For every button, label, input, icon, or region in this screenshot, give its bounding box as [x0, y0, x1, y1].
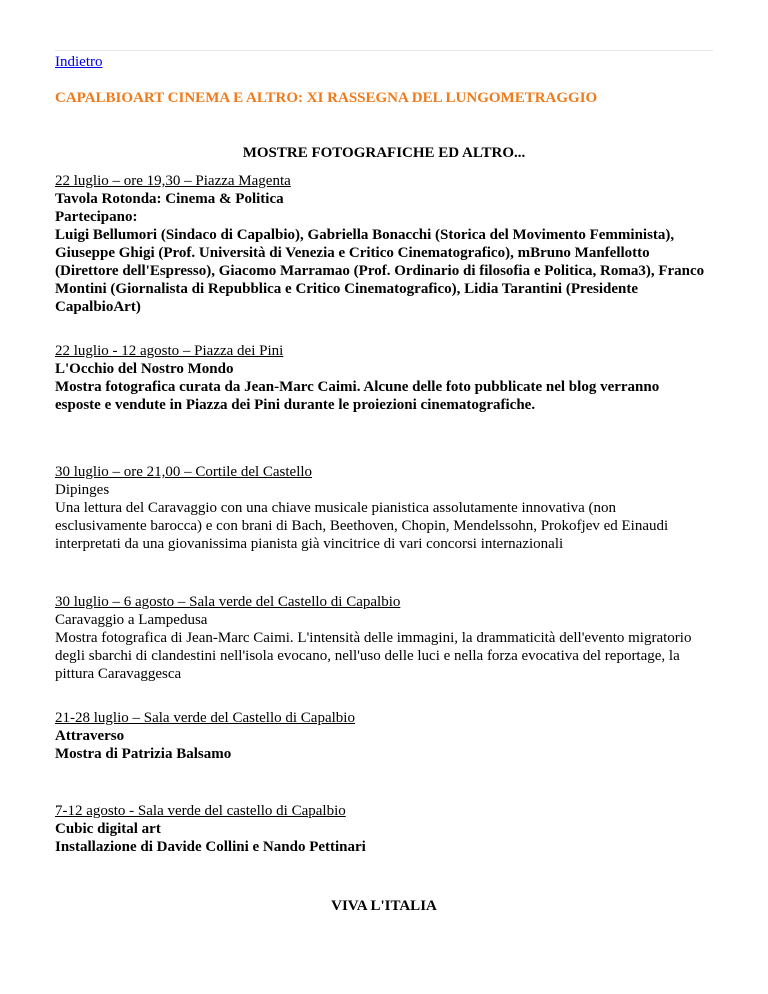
page-title: CAPALBIOART CINEMA E ALTRO: XI RASSEGNA DEL LUNGOMETRAGGIO: [55, 90, 598, 106]
event-line: Una lettura del Caravaggio con una chiave musicale pianistica assolutamente innovativa (non: [55, 500, 617, 516]
footer-heading: VIVA L'ITALIA: [331, 898, 437, 914]
event-line: CapalbioArt): [55, 299, 141, 315]
section-heading: MOSTRE FOTOGRAFICHE ED ALTRO...: [242, 145, 526, 161]
top-divider: [55, 50, 713, 51]
event-line: pittura Caravaggesca: [55, 666, 182, 682]
event-line: Montini (Giornalista di Repubblica e Critico Cinematografico), Lidia Tarantini (Presidente: [55, 281, 639, 297]
event-line: Mostra fotografica curata da Jean-Marc Caimi. Alcune delle foto pubblicate nel blog verranno: [55, 379, 660, 395]
event-cubic-digital-art: [55, 802, 715, 856]
event-caravaggio-lampedusa: [55, 593, 715, 683]
event-line: (Direttore dell'Espresso), Giacomo Marramao (Prof. Ordinario di filosofia e Politica, Roma3), Franco: [55, 263, 705, 279]
event-line: esposte e vendute in Piazza dei Pini durante le proiezioni cinematografiche.: [55, 397, 536, 413]
event-date: 22 luglio - 12 agosto – Piazza dei Pini: [55, 343, 284, 359]
event-line: esclusivamente barocca) e con brani di Bach, Beethoven, Chopin, Mendelssohn, Prokofjev ed Einaudi: [55, 518, 669, 534]
event-line: Tavola Rotonda: Cinema & Politica: [55, 191, 284, 207]
event-date: 7-12 agosto - Sala verde del castello di Capalbio: [55, 803, 346, 819]
event-line: interpretati da una giovanissima pianista già vincitrice di vari concorsi internazionali: [55, 536, 564, 552]
event-attraverso: [55, 709, 715, 763]
event-line: Partecipano:: [55, 209, 138, 225]
back-link[interactable]: Indietro: [55, 54, 103, 70]
event-line: Cubic digital art: [55, 821, 161, 837]
event-line: Luigi Bellumori (Sindaco di Capalbio), Gabriella Bonacchi (Storica del Movimento Femminista),: [55, 227, 675, 243]
event-date: 22 luglio – ore 19,30 – Piazza Magenta: [55, 173, 291, 189]
event-line: L'Occhio del Nostro Mondo: [55, 361, 234, 377]
event-line: Caravaggio a Lampedusa: [55, 612, 208, 628]
event-line: Mostra di Patrizia Balsamo: [55, 746, 232, 762]
event-line: Attraverso: [55, 728, 125, 744]
event-round-table: [55, 172, 715, 316]
event-dipinges: [55, 463, 715, 553]
event-line: Dipinges: [55, 482, 110, 498]
event-date: 30 luglio – 6 agosto – Sala verde del Castello di Capalbio: [55, 594, 401, 610]
event-line: Installazione di Davide Collini e Nando Pettinari: [55, 839, 366, 855]
event-date: 21-28 luglio – Sala verde del Castello di Capalbio: [55, 710, 355, 726]
event-line: degli sbarchi di clandestini nell'isola evocano, nell'uso delle luci e nella forza evocativa del reportage, la: [55, 648, 680, 664]
event-line: Giuseppe Ghigi (Prof. Università di Venezia e Critico Cinematografico), mBruno Manfellotto: [55, 245, 650, 261]
event-line: Mostra fotografica di Jean-Marc Caimi. L'intensità delle immagini, la drammaticità dell'evento migratorio: [55, 630, 692, 646]
event-photo-exhibit: [55, 342, 715, 414]
event-date: 30 luglio – ore 21,00 – Cortile del Castello: [55, 464, 313, 480]
